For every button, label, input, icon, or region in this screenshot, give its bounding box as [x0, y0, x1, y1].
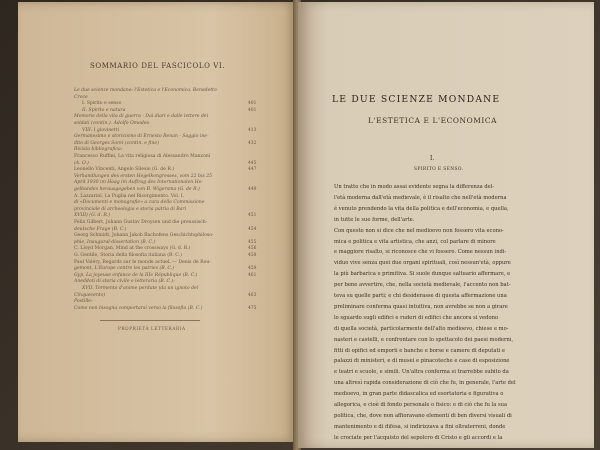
toc-entry: gemont, L'Europe contre les patries (B. C.)	[74, 266, 175, 272]
body-line: palazzi di ministeri, e di musei e pinacoteche e case di esposizione	[334, 358, 510, 365]
toc-entry: di «Documenti e monografie» a cura della Commissione	[74, 200, 205, 206]
toc-entry: Verhandlungen des ersten Hegelkongresses, vom 22 bis 25	[74, 173, 213, 179]
toc-entry: gelbundes herausgegeben von B. Wigersma (G. de R.)	[74, 187, 200, 192]
toc-entry: Postille:	[74, 299, 93, 305]
body-line: teva su quelle parti; e chi desiderasse di questa affermazione una	[334, 293, 507, 299]
toc-page-number: 447	[248, 167, 257, 173]
toc-page-number: 455	[248, 239, 257, 245]
toc-entry: Rivista bibliografica:	[74, 147, 123, 153]
toc-entry: II. Spirito e natura	[82, 107, 126, 113]
toc-entry: I. Spirito e senso	[82, 101, 122, 107]
toc-entry: Paul Valéry, Regards sur le monde actuel. — Denis de Rou-	[74, 259, 211, 265]
body-line: l'età moderna dall'età medievale, è il risalto che nell'età moderna	[334, 194, 507, 201]
body-line: Un tratto che in modo assai evidente segna la differenza del-	[334, 184, 495, 190]
toc-entry: Le due scienze mondane: l'Estetica e l'Economica. Benedetto	[74, 88, 217, 93]
toc-entry: VIII. I giovinetti	[82, 127, 120, 133]
toc-entry: Georg Schmidt, Johann Jakob Bachofens Geschichtsphiloso-	[74, 233, 214, 239]
toc-entry: April 1930 im Haag im Auftrag des Internationalen He-	[74, 180, 203, 186]
toc-entry: (A. O.)	[74, 160, 89, 166]
toc-page-number: 445	[248, 160, 257, 166]
toc-entry: Leonello Vincenti, Angelo Silesio (G. de R.)	[74, 167, 175, 173]
toc-entry: Aneddoti di storia civile e letteraria (B. C.):	[74, 279, 175, 285]
toc-entry: dito di Georges Sorel (contin. e fine)	[74, 140, 159, 146]
toc-entry: Cinquecento)	[74, 292, 106, 298]
section-number: I.	[430, 155, 435, 162]
article-subtitle: L'ESTETICA E L'ECONOMICA	[368, 116, 498, 125]
toc-entry: G. Gentile, Storia della filosofia italiana (B. C.)	[74, 253, 182, 258]
toc-page-number: 459	[248, 266, 257, 272]
toc-page-number: 451	[248, 213, 257, 219]
toc-entry: C. Lloyd Morgan, Mind at the crossways (G. d. R.)	[74, 246, 191, 252]
toc-entry: Germanesimo e storicismo di Ernesto Renan - Saggio ine-	[74, 134, 209, 140]
toc-entry: Felix Gilbert, Johann Gustav Droysen und die preussisch-	[74, 220, 208, 225]
body-line: di quella società, particolarmente dell'alto medioevo, chiese e mo-	[334, 325, 509, 332]
body-line: allegorica, e cioè di fondo personale o fisico: e di ciò che fu la sua	[334, 402, 508, 408]
body-line: Con questo non si dice che nel medioevo non fossero vita econo-	[334, 227, 504, 234]
body-line: la più barbarica e primitiva. Si suole dunque saltuario affermare, e	[334, 271, 511, 278]
body-line: fitti di opifici ed emporii e banche e borse e camere di deputati e	[334, 347, 505, 354]
sommario-heading: SOMMARIO DEL FASCICOLO VI.	[90, 62, 226, 70]
body-line: in tutte le sue forme, dell'arte.	[334, 216, 415, 223]
toc-entry: Come non bisogna comportarsi verso la filosofia (B. C.)	[74, 305, 203, 311]
toc-entry: A. Lazzarini, La Puglia nel Risorgimento. Vol. I.	[74, 193, 185, 199]
article-title: LE DUE SCIENZE MONDANE	[332, 94, 501, 105]
toc-entry: XVII. Tormento d'anime perdute (da un ignoto del	[82, 286, 199, 291]
toc-page-number: 475	[248, 305, 257, 311]
body-line: le crociate per l'acquisto del sepolcro di Cristo e gli accordi e la	[334, 434, 503, 441]
body-line: per bene avvertire, che, nella società medievale, l'accento non bat-	[334, 282, 511, 289]
toc-page-number: 454	[248, 226, 257, 232]
toc-page-number: 458	[248, 253, 257, 258]
section-heading: SPIRITO E SENSO.	[414, 167, 464, 172]
toc-entry: provinciale di archeologia e storia patria di Bari	[74, 206, 187, 212]
body-line: medioevo, in gran parte didascalica ed esortatoria e figurativa o	[334, 391, 504, 398]
body-line: politica, che, dove non affioravano elementi di ben diversi visuali di	[334, 412, 512, 419]
body-line: una altresì rapida considerazione di ciò che fu, in generale, l'arte del	[334, 380, 516, 387]
toc-entry: Croce	[74, 94, 88, 100]
toc-page-number: 456	[248, 246, 257, 252]
toc-page-number: 432	[248, 140, 257, 146]
toc-page-number: 463	[248, 292, 257, 298]
toc-page-number: 461	[248, 272, 257, 278]
toc-entry: Gyp, La joyeuse enfance de la IIIe République (B. C.)	[74, 272, 198, 278]
body-line: è venuto prendendo la vita della politica e dell'economia, e quella,	[334, 205, 509, 212]
divider	[100, 320, 200, 321]
toc-entry: Memorie della vita di guerra - Dai diari e dalle lettere dei	[74, 114, 209, 120]
body-line: nasteri e castelli, e confrontare con lo spettacolo dei paesi moderni,	[334, 336, 514, 343]
body-line: e maggiore risalto, si riconosce che vi fossero. Come nessun indi-	[334, 249, 507, 256]
body-line: mica e politica e vita artistica, che anzi, col parlare di minore	[334, 238, 496, 245]
toc-entry: Francesco Ruffini, La vita religiosa di Alessandro Manzoni	[74, 154, 211, 159]
toc-page-number: 401	[248, 107, 257, 113]
toc-entry: soldati (contin.). Adolfo Omodeo	[74, 121, 150, 126]
toc-entry: XVIII) (G. d. R.)	[74, 213, 111, 219]
body-line: preliminare conferma quasi intuitiva, non avrebbe se non a girare	[334, 303, 508, 310]
toc-entry: deutsche Frage (B. C.)	[74, 226, 127, 232]
toc-entry: phie, Inaugural-dissertation (B. C.)	[74, 239, 156, 245]
body-line: e teatri e scuole, e simili. Un'altra conferma si trarrebbe subito da	[334, 369, 509, 376]
toc-page-number: 401	[248, 101, 257, 107]
toc-page-number: 449	[248, 187, 257, 192]
body-line: lo sguardo sugli edifici e ruderi di edifici che ancora si vedono	[334, 314, 499, 321]
copyright-notice: PROPRIETÀ LETTERARIA	[118, 326, 186, 331]
body-line: mantenimento e di difesa, si indirizzava a fini oltraterreni, donde	[334, 423, 506, 430]
body-line: viduo vive senza quei due organi spirituali, così nessun'età, oppure	[334, 260, 511, 267]
toc-page-number: 413	[248, 127, 257, 133]
